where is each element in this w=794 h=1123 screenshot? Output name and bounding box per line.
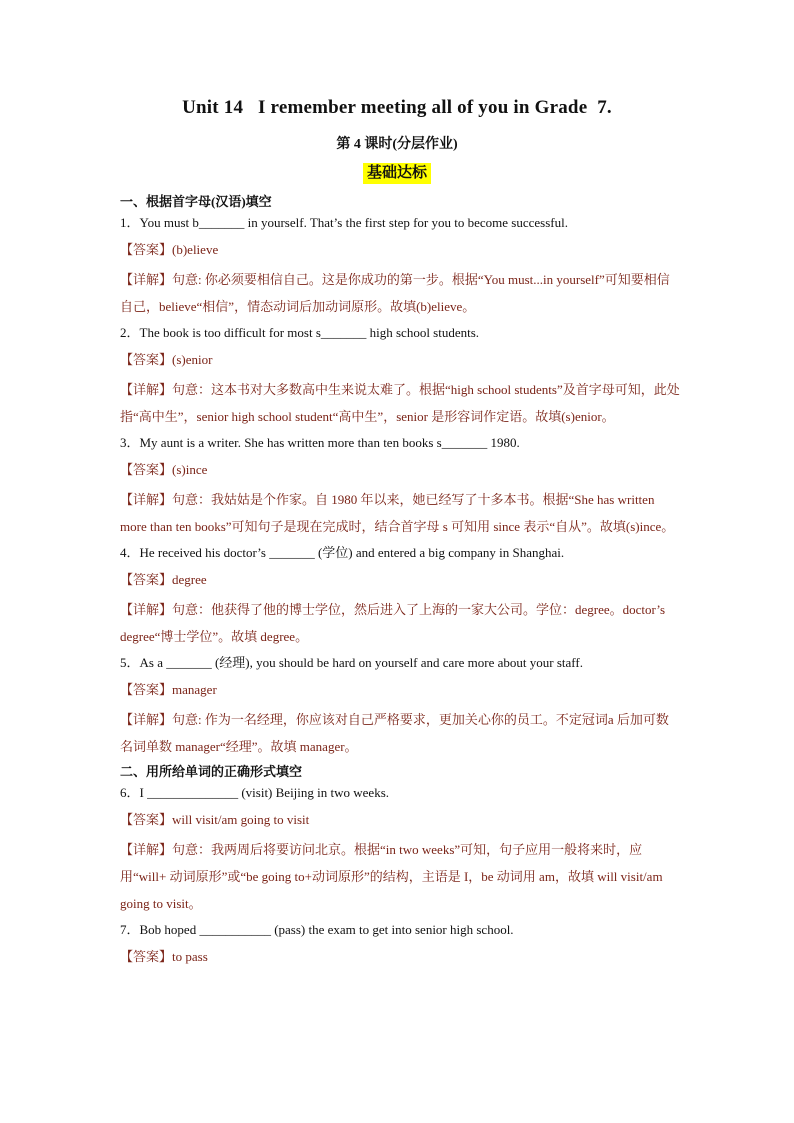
detail-tag: 【详解】 [120,272,173,287]
question-4: 4．He received his doctor’s _______ (学位) and entered a big company in Shanghai. [120,545,565,560]
answer-1 [120,239,680,261]
detail-tag: 【详解】 [120,492,173,507]
explanation-text: 句意：我姑姑是个作家。自 1980 年以来，她已经写了十多本书。根据“She has written more than ten books”可知句子是现在完成时，结合首字母 s 可知用 since 表示“自从”。故填(s)ince。 [120,492,675,534]
answer-tag: 【答案】 [120,572,173,587]
explanation-1 [120,266,680,320]
answer-text: (b)elieve [172,242,219,257]
answer-text: will visit/am going to visit [172,812,310,827]
answer-tag: 【答案】 [120,812,173,827]
explanation-4 [120,596,680,650]
explanation-5 [120,706,680,760]
page-title: Unit 14 I remember meeting all of you in Grade 7. [182,97,612,118]
explanation-text: 句意：这本书对大多数高中生来说太难了。根据“high school students”及首字母可知，此处指“高中生”，senior high school student“高中生”，senior 是形容词作定语。故填(s)enior。 [120,382,680,424]
explanation-text: 句意：他获得了他的博士学位，然后进入了上海的一家大公司。学位：degree。doctor’s degree“博士学位”。故填 degree。 [120,602,666,644]
answer-text: manager [172,682,217,697]
question-3: 3．My aunt is a writer. She has written more than ten books s_______ 1980. [120,435,520,450]
section-heading-1: 一、根据首字母(汉语)填空 [120,194,272,209]
exercise-content [120,192,680,973]
level-badge: 基础达标 [363,163,431,184]
question-2: 2．The book is too difficult for most s_______ high school students. [120,325,480,340]
answer-tag: 【答案】 [120,949,173,964]
question-6: 6．I ______________ (visit) Beijing in two weeks. [120,785,390,800]
answer-3 [120,459,680,481]
answer-6 [120,809,680,831]
answer-text: degree [172,572,207,587]
answer-text: to pass [172,949,208,964]
explanation-2 [120,376,680,430]
answer-4 [120,569,680,591]
explanation-text: 句意: 作为一名经理，你应该对自己严格要求，更加关心你的员工。不定冠词a 后加可数名词单数 manager“经理”。故填 manager。 [120,712,669,754]
answer-text: (s)ince [172,462,208,477]
explanation-text: 句意：我两周后将要访问北京。根据“in two weeks”可知，句子应用一般将来时，应用“will+ 动词原形”或“be going to+动词原形”的结构，主语是 I，be 动词用 am，故填 will visit/am going to visit。 [120,842,663,911]
question-7: 7．Bob hoped ___________ (pass) the exam to get into senior high school. [120,922,514,937]
explanation-text: 句意: 你必须要相信自己。这是你成功的第一步。根据“You must...in yourself”可知要相信自己，believe“相信”，情态动词后加动词原形。故填(b)elieve。 [120,272,670,314]
question-1: 1．You must b_______ in yourself. That’s the first step for you to become successful. [120,215,568,230]
answer-tag: 【答案】 [120,242,173,257]
answer-2 [120,349,680,371]
detail-tag: 【详解】 [120,842,173,857]
answer-tag: 【答案】 [120,462,173,477]
answer-tag: 【答案】 [120,682,173,697]
answer-tag: 【答案】 [120,352,173,367]
section-heading-2: 二、用所给单词的正确形式填空 [120,764,303,779]
detail-tag: 【详解】 [120,382,173,397]
explanation-6 [120,836,680,917]
detail-tag: 【详解】 [120,712,173,727]
level-heading-wrap [0,163,794,184]
detail-tag: 【详解】 [120,602,173,617]
question-5: 5．As a _______ (经理), you should be hard on yourself and care more about your staff. [120,655,583,670]
answer-7 [120,946,680,968]
explanation-3 [120,486,680,540]
answer-5 [120,679,680,701]
answer-text: (s)enior [172,352,213,367]
lesson-subtitle: 第 4 课时(分层作业) [336,137,458,152]
